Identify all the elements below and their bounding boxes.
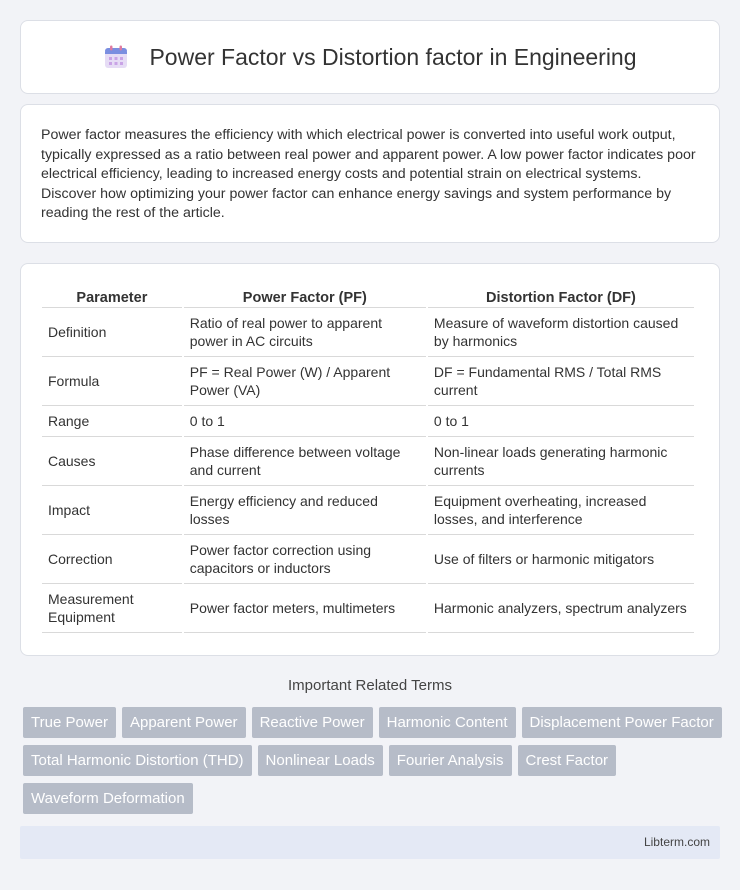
intro-paragraph: Power factor measures the efficiency with which electrical power is converted into useful work output, typically expressed as a ratio between real power and apparent power. A low power factor indicates poor electrical efficiency, leading to increased energy costs and potential strain on electrical systems. Discover how optimizing your power factor can enhance energy savings and system performance by reading the rest of the article.	[41, 127, 696, 222]
table-cell-parameter: Measurement Equipment	[42, 584, 182, 633]
table-cell-pf: Energy efficiency and reduced losses	[184, 486, 426, 535]
related-term-tag[interactable]: Fourier Analysis	[389, 745, 512, 776]
related-terms-title: Important Related Terms	[288, 677, 452, 694]
table-cell-df: DF = Fundamental RMS / Total RMS current	[428, 357, 694, 406]
table-row	[42, 535, 694, 584]
comparison-card	[20, 263, 720, 656]
comparison-table	[40, 286, 696, 633]
table-cell-pf: Power factor meters, multimeters	[184, 584, 426, 633]
related-term-tag[interactable]: Apparent Power	[122, 707, 246, 738]
table-cell-parameter: Range	[42, 406, 182, 437]
table-cell-df: Use of filters or harmonic mitigators	[428, 535, 694, 584]
table-cell-parameter: Formula	[42, 357, 182, 406]
related-term-tag[interactable]: Crest Factor	[518, 745, 617, 776]
related-term-tag[interactable]: True Power	[23, 707, 116, 738]
related-term-tag[interactable]: Reactive Power	[252, 707, 373, 738]
footer-bar	[20, 826, 720, 859]
table-cell-pf: Ratio of real power to apparent power in AC circuits	[184, 308, 426, 357]
table-row	[42, 584, 694, 633]
column-header-distortion-factor: Distortion Factor (DF)	[428, 286, 694, 308]
table-cell-df: 0 to 1	[428, 406, 694, 437]
table-row	[42, 308, 694, 357]
table-cell-pf: 0 to 1	[184, 406, 426, 437]
table-row	[42, 406, 694, 437]
table-cell-df: Harmonic analyzers, spectrum analyzers	[428, 584, 694, 633]
intro-card	[20, 104, 720, 243]
related-term-tag[interactable]: Waveform Deformation	[23, 783, 193, 814]
table-cell-df: Non-linear loads generating harmonic currents	[428, 437, 694, 486]
table-cell-df: Equipment overheating, increased losses, and interference	[428, 486, 694, 535]
column-header-power-factor: Power Factor (PF)	[184, 286, 426, 308]
page-title: Power Factor vs Distortion factor in Engineering	[149, 43, 637, 70]
column-header-parameter: Parameter	[42, 286, 182, 308]
table-row	[42, 357, 694, 406]
calendar-icon	[103, 44, 129, 70]
related-term-tag[interactable]: Nonlinear Loads	[258, 745, 383, 776]
table-row	[42, 486, 694, 535]
table-cell-df: Measure of waveform distortion caused by harmonics	[428, 308, 694, 357]
table-cell-parameter: Impact	[42, 486, 182, 535]
related-term-tag[interactable]: Total Harmonic Distortion (THD)	[23, 745, 252, 776]
table-cell-pf: Phase difference between voltage and current	[184, 437, 426, 486]
header-inner	[103, 44, 636, 71]
table-cell-pf: Power factor correction using capacitors or inductors	[184, 535, 426, 584]
table-cell-parameter: Correction	[42, 535, 182, 584]
table-cell-pf: PF = Real Power (W) / Apparent Power (VA)	[184, 357, 426, 406]
table-header-row	[42, 286, 694, 308]
related-term-tag[interactable]: Displacement Power Factor	[522, 707, 722, 738]
related-terms-list	[23, 707, 723, 814]
related-term-tag[interactable]: Harmonic Content	[379, 707, 516, 738]
table-row	[42, 437, 694, 486]
table-cell-parameter: Causes	[42, 437, 182, 486]
header-card	[20, 20, 720, 94]
footer-site-link[interactable]: Libterm.com	[643, 835, 710, 849]
table-cell-parameter: Definition	[42, 308, 182, 357]
